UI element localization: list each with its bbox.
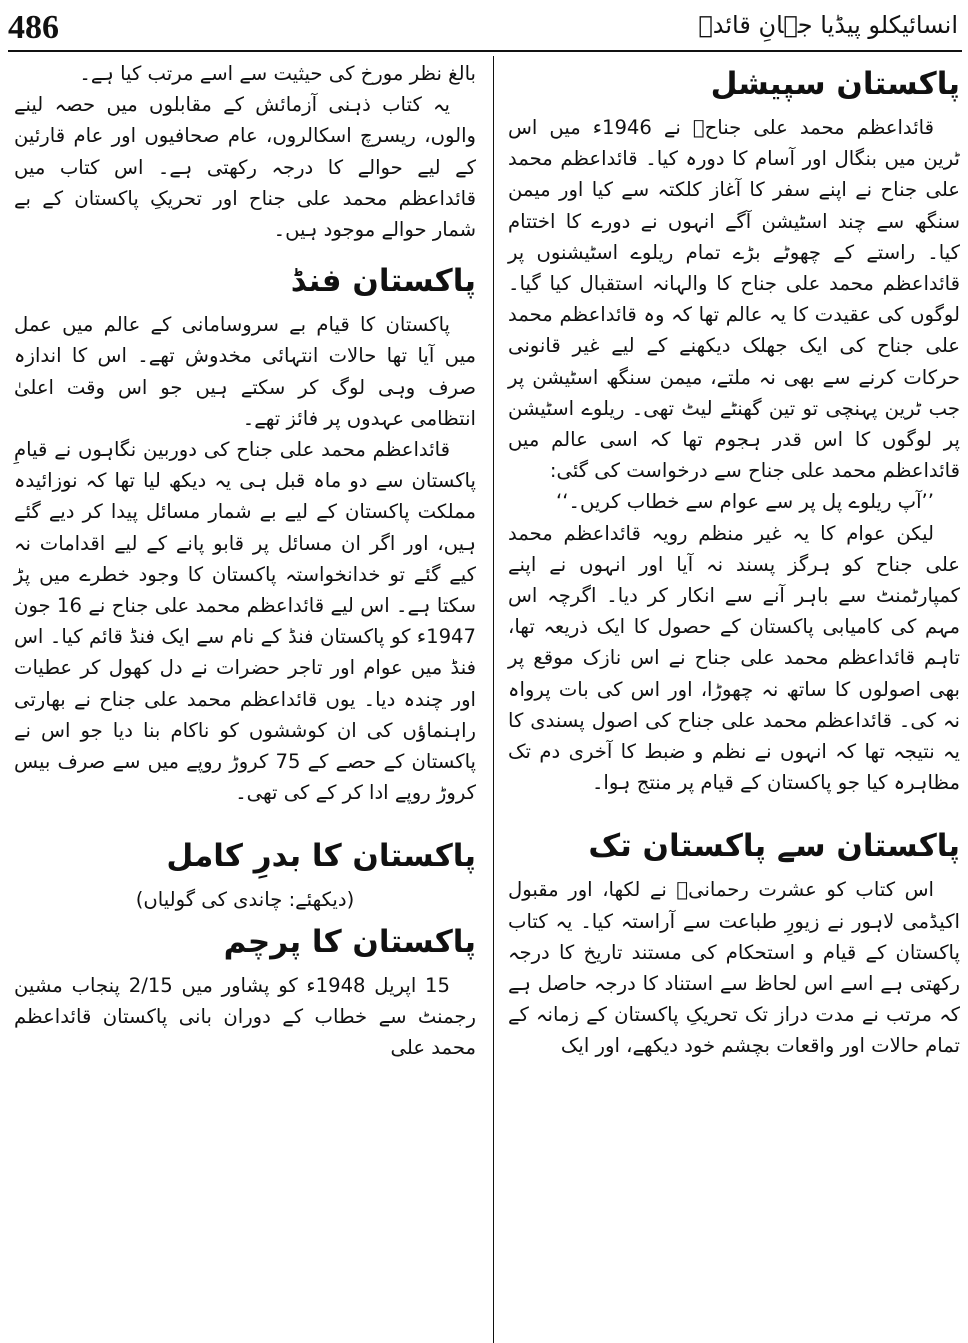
- left-column: [14, 58, 476, 1063]
- heading-pakistan-se-pakistan-tak: پاکستان سے پاکستان تک: [588, 828, 960, 865]
- heading-pakistan-flag: پاکستان کا پرچم: [223, 923, 476, 960]
- paragraph-pakistan-flag: 15 اپریل 1948ء کو پشاور میں 2/15 پنجاب مشین رجمنٹ سے خطاب کے دوران بانی پاکستان قائداعظم محمد علی: [14, 973, 476, 1060]
- continuation-line: بالغ نظر مورخ کی حیثیت سے اسے مرتب کیا ہے۔: [79, 62, 476, 85]
- quote-railway-bridge: ’’آپ ریلوے پل پر سے عوام سے خطاب کریں۔‘‘: [556, 490, 934, 514]
- running-title: انسائیکلو پیڈیا جہانِ قائدؒ: [698, 11, 958, 39]
- paragraph-pakistan-se-pakistan-tak: اس کتاب کو عشرت رحمانیؔ نے لکھا، اور مقبول اکیڈمی لاہور نے زیورِ طباعت سے آراستہ کیا۔ یہ کتاب پاکستان کے قیام و استحکام کی مستند تاریخ کا درجہ رکھتی ہے اسے اس لحاظ سے استناد کا درجہ حاصل ہے کہ مرتب نے مدت دراز تک تحریکِ پاکستان کے زمانہ کے تمام حالات اور واقعات بچشم خود دیکھے، اور ایک: [508, 878, 960, 1058]
- section-spacer: [14, 808, 476, 830]
- heading-pakistan-special: پاکستان سپیشل: [710, 66, 960, 102]
- header-rule: [8, 50, 962, 52]
- section-spacer: [508, 798, 960, 820]
- heading-pakistan-fund: پاکستان فنڈ: [290, 263, 476, 300]
- paragraph-pakistan-fund-2: قائداعظم محمد علی جناح کی دوربین نگاہوں نے قیامِ پاکستان سے دو ماہ قبل ہی یہ دیکھ لیا تھا کہ نوزائیدہ مملکت پاکستان کے لیے بے شمار مسائل پیدا کر دیے گئے ہیں، اور اگر ان مسائل پر قابو پانے کے لیے اقدامات نہ کیے گئے تو خدانخواستہ پاکستان کا وجود خطرے میں پڑ سکتا ہے۔ اس لیے قائداعظم محمد علی جناح نے 16 جون 1947ء کو پاکستان فنڈ کے نام سے ایک فنڈ قائم کیا۔ اس فنڈ میں عوام اور تاجر حضرات نے دل کھول کر عطیات اور چندہ دیا۔ یوں قائداعظم محمد علی جناح نے بھارتی راہنماؤں کی ان کوششوں کو ناکام بنا دیا جو اس نے پاکستان کے حصے کے 75 کروڑ روپے میں سے صرف بیس کروڑ روپے ادا کر کے کی تھی۔: [14, 438, 476, 805]
- page-number: 486: [8, 9, 59, 46]
- paragraph-pakistan-fund-1: پاکستان کا قیام بے سروسامانی کے عالم میں عمل میں آیا تھا حالات انتہائی مخدوش تھے۔ اس کا اندازہ صرف وہی لوگ کر سکتے ہیں جو اس وقت اعلیٰ انتظامی عہدوں پر فائز تھے۔: [14, 313, 476, 430]
- see-also-note: (دیکھئے: چاندی کی گولیاں): [135, 888, 355, 912]
- heading-pakistan-badr-e-kamil: پاکستان کا بدرِ کامل: [166, 838, 476, 875]
- right-column: [508, 58, 960, 1062]
- column-divider: [493, 56, 494, 1343]
- paragraph-pakistan-special-2: لیکن عوام کا یہ غیر منظم رویہ قائداعظم محمد علی جناح کو ہرگز پسند نہ آیا اور انہوں نے اپنے کمپارٹمنٹ سے باہر آنے سے انکار کر دیا۔ اگرچہ اس مہم کی کامیابی پاکستان کے حصول کا ایک ذریعہ تھا، تاہم قائداعظم محمد علی جناح نے اس نازک موقع پر بھی اصولوں کا ساتھ نہ چھوڑا، اور اس کی بات پرواہ نہ کی۔ قائداعظم محمد علی جناح کی اصول پسندی کا یہ نتیجہ تھا کہ انہوں نے نظم و ضبط کا آخری دم تک مظاہرہ کیا جو پاکستان کے قیام پر منتج ہوا۔: [508, 521, 960, 795]
- page-header: [0, 0, 968, 50]
- continuation-paragraph: یہ کتاب ذہنی آزمائش کے مقابلوں میں حصہ لینے والوں، ریسرچ اسکالروں، عام صحافیوں اور عام قارئین کے لیے حوالے کا درجہ رکھتی ہے۔ اس کتاب میں قائداعظم محمد علی جناح اور تحریکِ پاکستان کے بے شمار حوالے موجود ہیں۔: [14, 93, 476, 242]
- paragraph-pakistan-special-1: قائداعظم محمد علی جناحؒ نے 1946ء میں اس ٹرین میں بنگال اور آسام کا دورہ کیا۔ قائداعظم محمد علی جناح نے اپنے سفر کا آغاز کلکتہ سے کیا اور میمن سنگھ سے چند اسٹیشن آگے انہوں نے دورے کا اختتام کیا۔ راستے کے چھوٹے بڑے تمام ریلوے اسٹیشنوں پر قائداعظم محمد علی جناح کا والہانہ استقبال کیا گیا۔ لوگوں کی عقیدت کا یہ عالم تھا کہ وہ قائداعظم محمد علی جناح کی ایک جھلک دیکھنے کے لیے غیر قانونی حرکات کرنے سے بھی نہ ملتے، میمن سنگھ اسٹیشن پر جب ٹرین پہنچی تو تین گھنٹے لیٹ تھی۔ ریلوے اسٹیشن پر لوگوں کا اس قدر ہجوم تھا کہ اسی عالم میں قائداعظم محمد علی جناح سے درخواست کی گئی:: [508, 116, 960, 483]
- section-spacer: [14, 245, 476, 255]
